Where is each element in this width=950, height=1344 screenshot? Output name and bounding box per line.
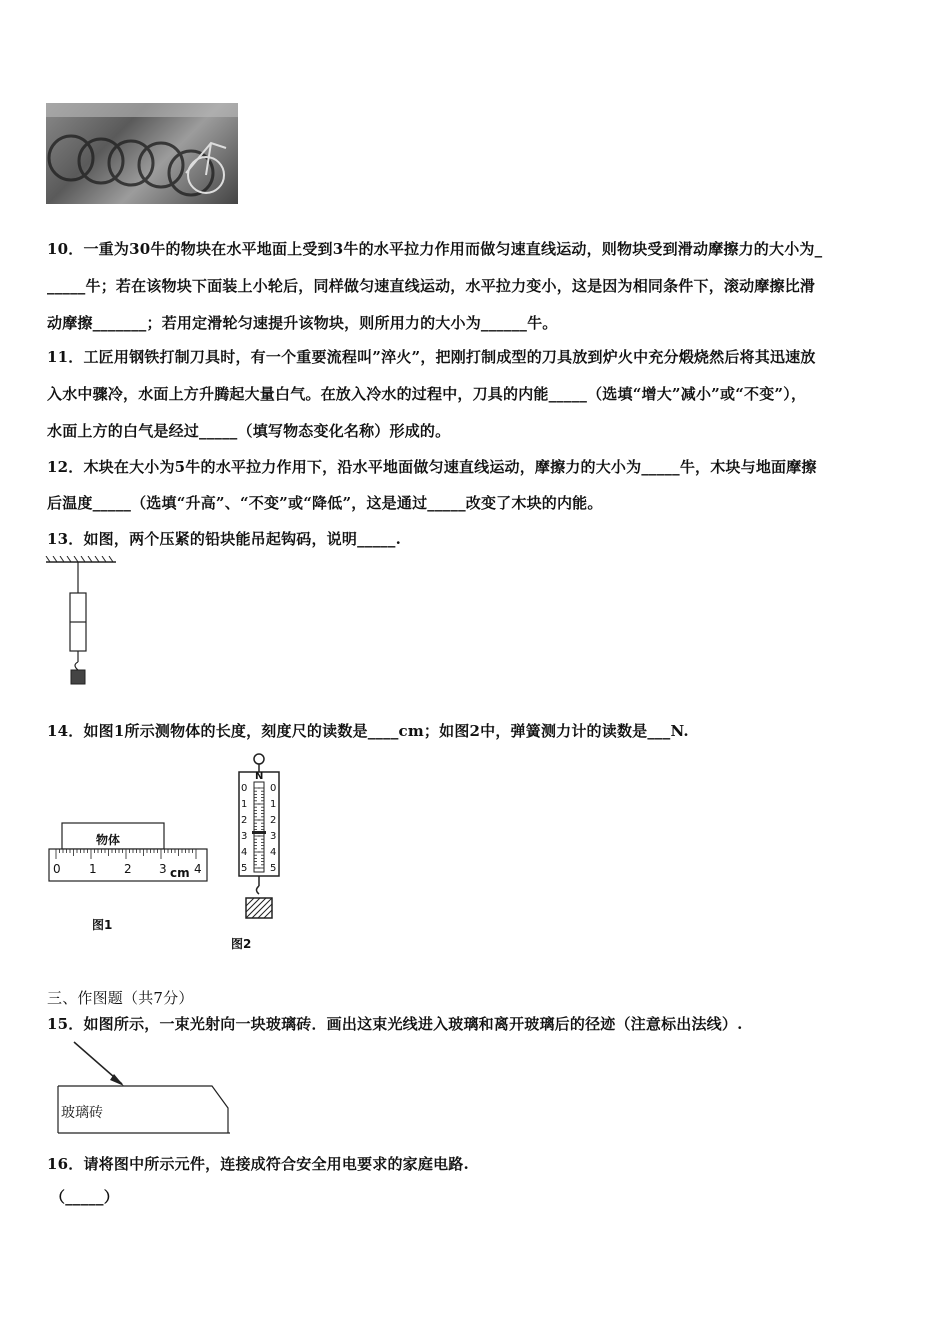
spring-tick-label: 5 <box>241 863 248 874</box>
spring-tick-label: 2 <box>241 815 248 826</box>
ruler-tick-label: 4 <box>194 862 202 876</box>
spring-tick-label: 0 <box>270 783 277 794</box>
question-13: 13．如图，两个压紧的铅块能吊起钩码，说明_____. <box>47 530 401 548</box>
ruler-tick-label: 3 <box>159 862 167 876</box>
ruler-object-label: 物体 <box>96 833 121 847</box>
glass-brick-label: 玻璃砖 <box>61 1105 103 1121</box>
question-11-line-2: 入水中骤冷，水面上方升腾起大量白气。在放入冷水的过程中，刀具的内能_____（选填“增大”减小”或“不变”）， <box>47 385 807 403</box>
question-10-line-3: 动摩擦_______；若用定滑轮匀速提升该物块，则所用力的大小为______牛。 <box>47 314 558 332</box>
question-16: 16．请将图中所示元件，连接成符合安全用电要求的家庭电路. <box>47 1155 469 1173</box>
ruler-tick-label: 0 <box>53 862 61 876</box>
bicycles-photo <box>46 103 238 204</box>
lead-blocks-figure <box>44 556 124 700</box>
question-10-line-2: _____牛；若在该物块下面装上小轮后，同样做匀速直线运动，水平拉力变小，这是因为相同条件下，滚动摩擦比滑 <box>47 277 816 295</box>
spring-unit-label: N <box>255 771 264 782</box>
spring-tick-label: 1 <box>241 799 248 810</box>
question-10-line-1: 10．一重为30牛的物块在水平地面上受到3牛的水平拉力作用而做匀速直线运动，则物块受到滑动摩擦力的大小为_ <box>47 240 823 258</box>
figure-2-caption: 图2 <box>231 937 252 951</box>
question-15: 15．如图所示，一束光射向一块玻璃砖．画出这束光线进入玻璃和离开玻璃后的径迹（注意标出法线）. <box>47 1015 743 1033</box>
figure-1-caption: 图1 <box>92 918 113 932</box>
glass-brick-figure <box>44 1038 234 1142</box>
spring-tick-label: 0 <box>241 783 248 794</box>
question-16-answer-blank[interactable]: （_____） <box>50 1188 119 1206</box>
section-3-heading: 三、作图题（共7分） <box>47 989 194 1007</box>
spring-tick-label: 4 <box>241 847 248 858</box>
spring-tick-label: 5 <box>270 863 277 874</box>
ruler-tick-label: 1 <box>89 862 97 876</box>
spring-tick-label: 1 <box>270 799 277 810</box>
spring-tick-label: 4 <box>270 847 277 858</box>
ruler-unit-label: cm <box>170 866 190 880</box>
question-14: 14．如图1所示测物体的长度，刻度尺的读数是____cm；如图2中，弹簧测力计的读数是___N. <box>47 722 689 740</box>
question-11-line-3: 水面上方的白气是经过_____（填写物态变化名称）形成的。 <box>47 422 451 440</box>
spring-tick-label: 3 <box>241 831 248 842</box>
question-12-line-1: 12．木块在大小为5牛的水平拉力作用下，沿水平地面做匀速直线运动，摩擦力的大小为_____牛，木块与地面摩擦 <box>47 458 817 476</box>
spring-tick-label: 3 <box>270 831 277 842</box>
question-11-line-1: 11．工匠用钢铁打制刀具时，有一个重要流程叫”淬火”，把刚打制成型的刀具放到炉火中充分煅烧然后将其迅速放 <box>47 348 816 366</box>
spring-scale-figure <box>236 752 282 926</box>
spring-tick-label: 2 <box>270 815 277 826</box>
ruler-tick-label: 2 <box>124 862 132 876</box>
ruler-figure <box>48 822 213 888</box>
question-12-line-2: 后温度_____（选填“升高”、“不变”或“降低”，这是通过_____改变了木块的内能。 <box>47 494 603 512</box>
